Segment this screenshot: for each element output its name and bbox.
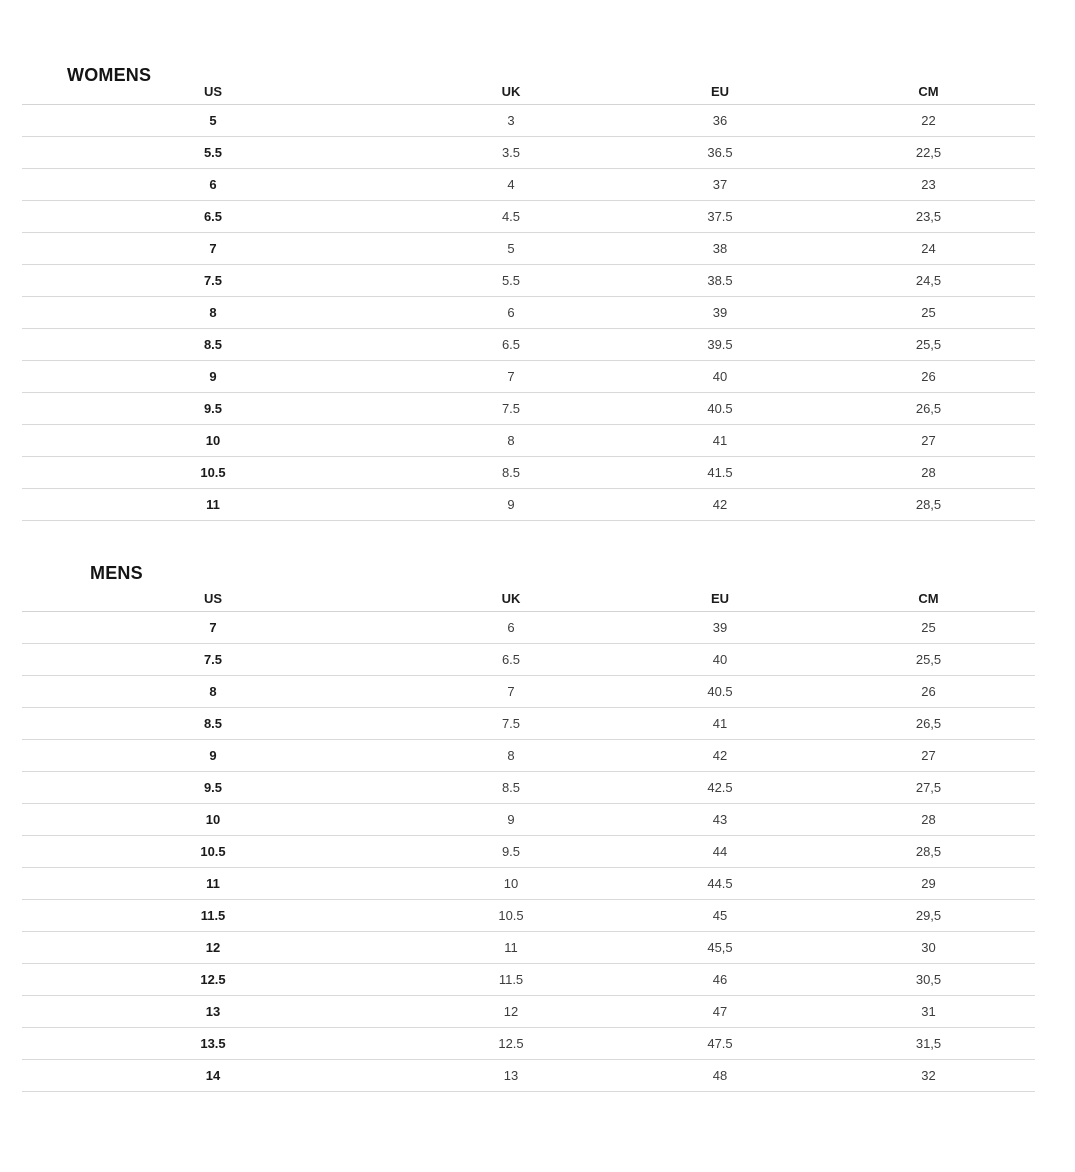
table-row (22, 964, 1035, 996)
size-cell: 37.5 (618, 201, 822, 233)
size-cell: 46 (618, 964, 822, 996)
size-cell: 8 (22, 297, 404, 329)
size-cell: 7 (404, 361, 618, 393)
column-header-us: US (22, 586, 404, 612)
mens-table-body (22, 612, 1035, 1092)
table-row (22, 772, 1035, 804)
size-cell: 4 (404, 169, 618, 201)
table-row (22, 425, 1035, 457)
table-row (22, 932, 1035, 964)
size-cell: 39 (618, 612, 822, 644)
size-cell: 45 (618, 900, 822, 932)
table-row (22, 1028, 1035, 1060)
size-cell: 25,5 (822, 644, 1035, 676)
column-header-eu: EU (618, 586, 822, 612)
size-cell: 44.5 (618, 868, 822, 900)
table-row (22, 201, 1035, 233)
size-cell: 45,5 (618, 932, 822, 964)
table-row (22, 169, 1035, 201)
size-cell: 6.5 (22, 201, 404, 233)
size-cell: 25 (822, 612, 1035, 644)
size-cell: 5 (22, 105, 404, 137)
womens-table-header (22, 78, 1035, 105)
size-cell: 10.5 (22, 457, 404, 489)
size-cell: 8.5 (404, 457, 618, 489)
size-cell: 6 (22, 169, 404, 201)
size-cell: 24,5 (822, 265, 1035, 297)
size-cell: 7 (22, 612, 404, 644)
size-cell: 28,5 (822, 489, 1035, 521)
size-cell: 8 (22, 676, 404, 708)
size-cell: 6.5 (404, 644, 618, 676)
size-cell: 38.5 (618, 265, 822, 297)
size-cell: 12 (404, 996, 618, 1028)
size-cell: 41 (618, 425, 822, 457)
size-cell: 11.5 (22, 900, 404, 932)
size-cell: 10.5 (22, 836, 404, 868)
size-cell: 8 (404, 740, 618, 772)
size-cell: 27 (822, 740, 1035, 772)
size-cell: 26 (822, 361, 1035, 393)
size-cell: 10 (22, 425, 404, 457)
table-row (22, 868, 1035, 900)
size-cell: 8.5 (404, 772, 618, 804)
size-cell: 40 (618, 361, 822, 393)
size-cell: 25 (822, 297, 1035, 329)
size-cell: 8 (404, 425, 618, 457)
size-cell: 40 (618, 644, 822, 676)
size-cell: 42 (618, 489, 822, 521)
size-cell: 11 (22, 868, 404, 900)
size-cell: 9 (22, 740, 404, 772)
size-cell: 41 (618, 708, 822, 740)
size-cell: 48 (618, 1060, 822, 1092)
mens-section-title: MENS (90, 563, 143, 583)
size-cell: 28,5 (822, 836, 1035, 868)
size-cell: 27,5 (822, 772, 1035, 804)
size-cell: 7 (22, 233, 404, 265)
table-row (22, 457, 1035, 489)
womens-size-table (22, 78, 1035, 521)
column-header-us: US (22, 78, 404, 105)
size-cell: 9.5 (22, 393, 404, 425)
size-cell: 36.5 (618, 137, 822, 169)
size-cell: 11 (404, 932, 618, 964)
size-cell: 4.5 (404, 201, 618, 233)
size-cell: 38 (618, 233, 822, 265)
size-cell: 28 (822, 804, 1035, 836)
size-cell: 11.5 (404, 964, 618, 996)
size-cell: 12 (22, 932, 404, 964)
size-cell: 27 (822, 425, 1035, 457)
table-row (22, 996, 1035, 1028)
size-cell: 42 (618, 740, 822, 772)
size-cell: 7 (404, 676, 618, 708)
size-cell: 9.5 (22, 772, 404, 804)
size-cell: 43 (618, 804, 822, 836)
size-cell: 47 (618, 996, 822, 1028)
size-cell: 3 (404, 105, 618, 137)
table-row (22, 329, 1035, 361)
womens-table-body (22, 105, 1035, 521)
size-cell: 6 (404, 612, 618, 644)
size-cell: 40.5 (618, 676, 822, 708)
size-cell: 39 (618, 297, 822, 329)
table-row (22, 137, 1035, 169)
size-cell: 26,5 (822, 708, 1035, 740)
table-row (22, 297, 1035, 329)
column-header-eu: EU (618, 78, 822, 105)
size-cell: 14 (22, 1060, 404, 1092)
size-cell: 5.5 (404, 265, 618, 297)
size-cell: 22 (822, 105, 1035, 137)
mens-table-header (22, 586, 1035, 612)
size-cell: 10 (404, 868, 618, 900)
size-cell: 30 (822, 932, 1035, 964)
size-cell: 42.5 (618, 772, 822, 804)
size-cell: 28 (822, 457, 1035, 489)
size-cell: 7.5 (22, 644, 404, 676)
size-cell: 6 (404, 297, 618, 329)
size-cell: 9 (404, 804, 618, 836)
size-cell: 37 (618, 169, 822, 201)
table-row (22, 836, 1035, 868)
size-cell: 26 (822, 676, 1035, 708)
column-header-uk: UK (404, 78, 618, 105)
column-header-cm: CM (822, 586, 1035, 612)
table-row (22, 804, 1035, 836)
size-cell: 7.5 (404, 393, 618, 425)
size-cell: 7.5 (22, 265, 404, 297)
size-cell: 9.5 (404, 836, 618, 868)
size-cell: 13 (404, 1060, 618, 1092)
size-cell: 9 (404, 489, 618, 521)
table-row (22, 676, 1035, 708)
size-cell: 5 (404, 233, 618, 265)
size-cell: 24 (822, 233, 1035, 265)
table-row (22, 644, 1035, 676)
size-cell: 13.5 (22, 1028, 404, 1060)
size-cell: 44 (618, 836, 822, 868)
table-row (22, 233, 1035, 265)
size-cell: 39.5 (618, 329, 822, 361)
mens-size-table (22, 586, 1035, 1092)
size-cell: 32 (822, 1060, 1035, 1092)
size-cell: 23 (822, 169, 1035, 201)
size-cell: 7.5 (404, 708, 618, 740)
table-row (22, 361, 1035, 393)
size-cell: 29 (822, 868, 1035, 900)
size-cell: 12.5 (22, 964, 404, 996)
header-row (22, 586, 1035, 612)
table-row (22, 489, 1035, 521)
size-cell: 31,5 (822, 1028, 1035, 1060)
size-cell: 6.5 (404, 329, 618, 361)
size-cell: 5.5 (22, 137, 404, 169)
table-row (22, 265, 1035, 297)
size-cell: 10.5 (404, 900, 618, 932)
size-cell: 23,5 (822, 201, 1035, 233)
size-cell: 9 (22, 361, 404, 393)
size-cell: 3.5 (404, 137, 618, 169)
column-header-uk: UK (404, 586, 618, 612)
size-cell: 29,5 (822, 900, 1035, 932)
size-cell: 41.5 (618, 457, 822, 489)
size-cell: 8.5 (22, 329, 404, 361)
size-cell: 11 (22, 489, 404, 521)
column-header-cm: CM (822, 78, 1035, 105)
size-cell: 47.5 (618, 1028, 822, 1060)
womens-section-title: WOMENS (67, 65, 152, 85)
size-cell: 13 (22, 996, 404, 1028)
size-cell: 26,5 (822, 393, 1035, 425)
table-row (22, 1060, 1035, 1092)
size-cell: 22,5 (822, 137, 1035, 169)
size-cell: 30,5 (822, 964, 1035, 996)
size-cell: 8.5 (22, 708, 404, 740)
size-cell: 10 (22, 804, 404, 836)
size-cell: 31 (822, 996, 1035, 1028)
size-cell: 25,5 (822, 329, 1035, 361)
size-cell: 12.5 (404, 1028, 618, 1060)
table-row (22, 900, 1035, 932)
table-row (22, 393, 1035, 425)
table-row (22, 740, 1035, 772)
table-row (22, 105, 1035, 137)
header-row (22, 78, 1035, 105)
size-cell: 36 (618, 105, 822, 137)
table-row (22, 612, 1035, 644)
table-row (22, 708, 1035, 740)
size-cell: 40.5 (618, 393, 822, 425)
